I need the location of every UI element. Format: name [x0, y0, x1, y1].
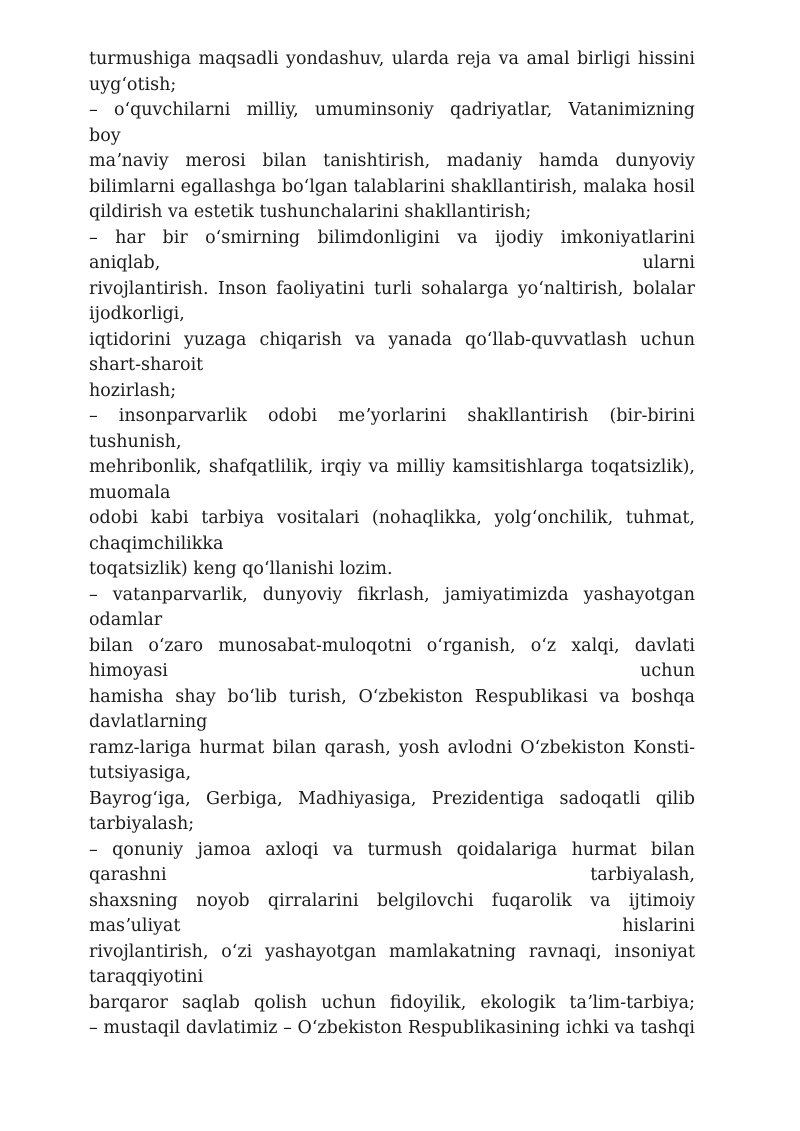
text-line: qarashni tarbiyalash, [89, 865, 695, 885]
text-line: ramz-lariga hurmat bilan qarash, yosh avlodni Oʻzbekiston Konsti- [89, 737, 695, 758]
text-line: tarbiyalash; [89, 814, 195, 834]
text-line: davlatlarning [89, 712, 208, 732]
text-line: tushunish, [89, 431, 182, 452]
text-line: tutsiyasiga, [89, 763, 192, 783]
text-line: barqaror saqlab qolish uchun fidoyilik, ekologik taʼlim-tarbiya; [89, 992, 695, 1013]
text-line: bilan oʻzaro munosabat-muloqotni oʻrganish, oʻz xalqi, davlati [89, 635, 695, 656]
text-line: – vatanparvarlik, dunyoviy fikrlash, jamiyatimizda yashayotgan [89, 584, 695, 605]
text-line: hozirlash; [89, 380, 177, 401]
text-line: aniqlab, ularni [89, 253, 695, 273]
text-line: maʼnaviy merosi bilan tanishtirish, madaniy hamda dunyoviy [89, 151, 695, 171]
text-line: rivojlantirish. Inson faoliyatini turli sohalarga yoʻnaltirish, bolalar [89, 278, 695, 299]
text-line: taraqqiyotini [89, 967, 204, 987]
text-line: odamlar [89, 610, 163, 630]
text-line: himoyasi uchun [89, 661, 695, 681]
text-line: turmushiga maqsadli yondashuv, ularda reja va amal birligi hissini [89, 49, 695, 69]
text-line: – qonuniy jamoa axloqi va turmush qoidalariga hurmat bilan [89, 839, 695, 860]
text-line: – insonparvarlik odobi meʼyorlarini shakllantirish (bir-birini [89, 406, 695, 426]
text-line: masʼuliyat hislarini [89, 916, 695, 936]
text-line: shart-sharoit [89, 355, 204, 375]
text-line: bilimlarni egallashga boʻlgan talablarini shakllantirish, malaka hosil [89, 176, 695, 197]
document-page [89, 47, 695, 1042]
text-line: mehribonlik, shafqatlilik, irqiy va milliy kamsitishlarga toqatsizlik), [89, 457, 695, 477]
text-line: boy [89, 125, 121, 146]
text-line: – mustaqil davlatimiz – Oʻzbekiston Respublikasining ichki va tashqi [89, 1018, 695, 1038]
text-line: odobi kabi tarbiya vositalari (nohaqlikka, yolgʻonchilik, tuhmat, [89, 508, 695, 528]
text-line: uygʻotish; [89, 74, 177, 95]
text-line: – har bir oʻsmirning bilimdonligini va ijodiy imkoniyatlarini [89, 227, 695, 248]
text-line: Bayrogʻiga, Gerbiga, Madhiyasiga, Prezidentiga sadoqatli qilib [89, 788, 695, 809]
text-line: hamisha shay boʻlib turish, Oʻzbekiston Respublikasi va boshqa [89, 686, 695, 707]
text-line: qildirish va estetik tushunchalarini shakllantirish; [89, 202, 532, 222]
text-line: chaqimchilikka [89, 533, 224, 554]
text-line: muomala [89, 482, 171, 503]
text-line: iqtidorini yuzaga chiqarish va yanada qoʻllab-quvvatlash uchun [89, 329, 695, 350]
text-line: shaxsning noyob qirralarini belgilovchi fuqarolik va ijtimoiy [89, 890, 695, 911]
text-line: – oʻquvchilarni milliy, umuminsoniy qadriyatlar, Vatanimizning [89, 100, 695, 120]
text-line: ijodkorligi, [89, 304, 185, 324]
text-line: toqatsizlik) keng qoʻllanishi lozim. [89, 559, 393, 579]
text-line: rivojlantirish, oʻzi yashayotgan mamlakatning ravnaqi, insoniyat [89, 941, 695, 962]
